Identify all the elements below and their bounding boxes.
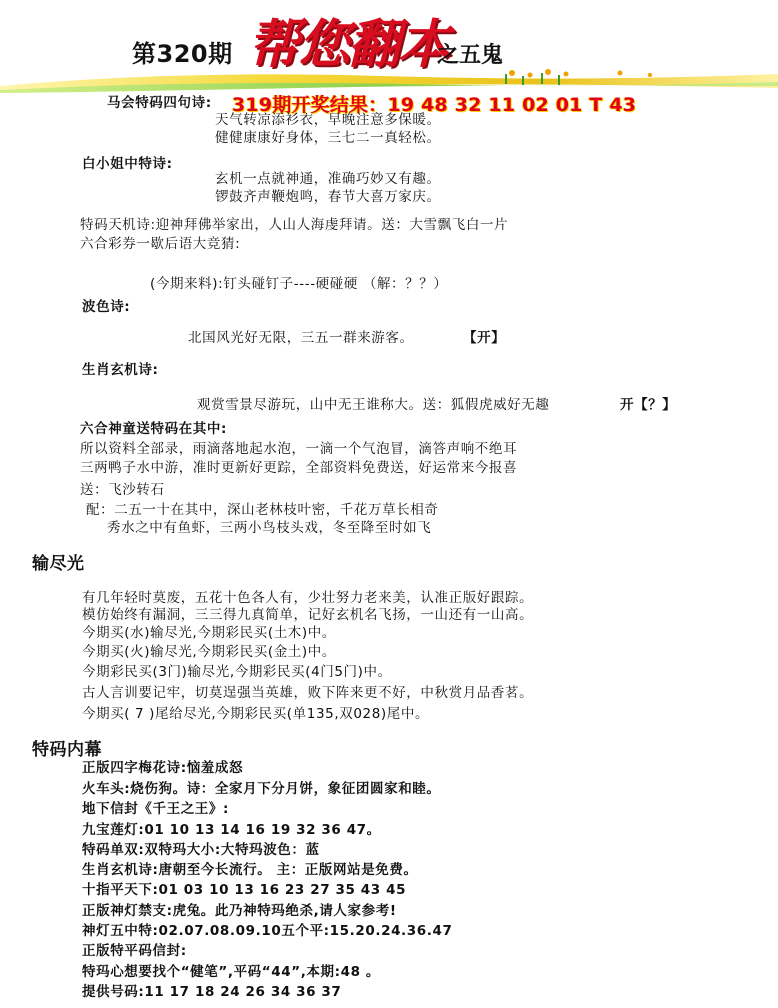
- lose-line: 有几年轻时莫废，五花十色各人有，少壮努力老来美，认准正版好跟踪。: [82, 590, 534, 606]
- wave-tag: 【开】: [463, 330, 506, 346]
- lose-line: 今期买(火)输尽光,今期彩民买(金土)中。: [82, 644, 336, 660]
- miss-white-line: 玄机一点就神通，准确巧妙又有趣。: [215, 171, 441, 187]
- miss-white-title: 白小姐中特诗:: [82, 156, 173, 172]
- inside-line: 地下信封《千王之王》:: [82, 801, 229, 817]
- horse-poem-line: 天气转凉添衫衣，早晚注意多保暖。: [215, 112, 441, 128]
- miss-white-line: 锣鼓齐声鞭炮鸣，春节大喜万家庆。: [215, 189, 441, 205]
- brand-title: 帮您翻本: [248, 14, 449, 75]
- inside-line: 火车头:烧伤狗。诗：全家月下分月饼，象征团圆家和睦。: [82, 781, 441, 797]
- zodiac-title: 生肖玄机诗:: [82, 362, 159, 378]
- brand-subtitle: 之五鬼: [437, 43, 504, 68]
- lose-line: 今期买( 7 )尾给尽光,今期彩民买(单135,双028)尾中。: [82, 706, 430, 722]
- child-pair-line: 配：二五一十在其中，深山老林枝叶密，千花万草长相奇: [86, 502, 439, 518]
- inside-line: 正版特平码信封:: [82, 943, 187, 959]
- horse-poem-title: 马会特码四句诗:: [107, 95, 212, 111]
- inside-line: 生肖玄机诗:唐朝至今长流行。 主：正版网站是免费。: [82, 862, 418, 878]
- inside-line: 正版四字梅花诗:恼羞成怒: [82, 760, 244, 776]
- issue-number: 第320期: [132, 40, 233, 68]
- draw-result: 319期开奖结果：19 48 32 11 02 01 T 43: [232, 94, 637, 116]
- inside-line: 九宝莲灯:01 10 13 14 16 19 32 36 47。: [82, 822, 381, 838]
- inside-line: 特玛心想要找个“健笔”,平码“44”,本期:48 。: [82, 964, 381, 980]
- inside-line: 十指平天下:01 03 10 13 16 23 27 35 43 45: [82, 882, 407, 898]
- lose-line: 今期彩民买(3门)输尽光,今期彩民买(4门5门)中。: [82, 664, 392, 680]
- sky-poem: 特码天机诗:迎神拜佛举家出，人山人海虔拜请。送：大雪飘飞白一片: [80, 217, 509, 233]
- child-line: 三两鸭子水中游，准时更新好更踪，全部资料免费送，好运常来今报喜: [80, 460, 518, 476]
- child-pair-line: 秀水之中有鱼虾，三两小鸟枝头戏，冬至降至时如飞: [107, 520, 432, 536]
- riddle: (今期来料):钉头碰钉子----硬碰硬 （解：？？）: [150, 276, 448, 292]
- inside-line: 提供号码:11 17 18 24 26 34 36 37: [82, 984, 342, 1000]
- inside-line: 神灯五中特:02.07.08.09.10五个平:15.20.24.36.47: [82, 923, 453, 939]
- horse-poem-line: 健健康康好身体，三七二一真轻松。: [215, 130, 441, 146]
- child-title: 六合神童送特码在其中:: [80, 421, 227, 437]
- zodiac-line: 观赏雪景尽游玩，山中无王谁称大。送：狐假虎威好无趣: [197, 397, 550, 413]
- inside-line: 正版神灯禁支:虎兔。此乃神特玛绝杀,请人家参考!: [82, 903, 397, 919]
- wave-title: 波色诗:: [82, 299, 131, 315]
- child-line: 所以资料全部录，雨滴落地起水泡，一滴一个气泡冒，滴答声响不绝耳: [80, 441, 518, 457]
- child-line: 送：飞沙转石: [80, 482, 165, 498]
- lose-line: 模仿始终有漏洞，三三得九真简单，记好玄机名飞扬，一山还有一山高。: [82, 607, 534, 623]
- lose-line: 古人言训要记牢，切莫逞强当英雄，败下阵来更不好，中秋赏月品香茗。: [82, 685, 534, 701]
- lose-title: 输尽光: [32, 554, 85, 574]
- lose-line: 今期买(水)输尽光,今期彩民买(土木)中。: [82, 625, 336, 641]
- zodiac-tag: 开【？】: [620, 397, 677, 413]
- riddle-intro: 六合彩券一歇后语大竞猜:: [80, 236, 241, 252]
- wave-line: 北国风光好无限，三五一群来游客。: [188, 330, 414, 346]
- inside-title: 特码内幕: [32, 740, 102, 760]
- banner-flowers: [509, 69, 652, 78]
- inside-line: 特码单双:双特玛大小:大特玛波色：蓝: [82, 842, 320, 858]
